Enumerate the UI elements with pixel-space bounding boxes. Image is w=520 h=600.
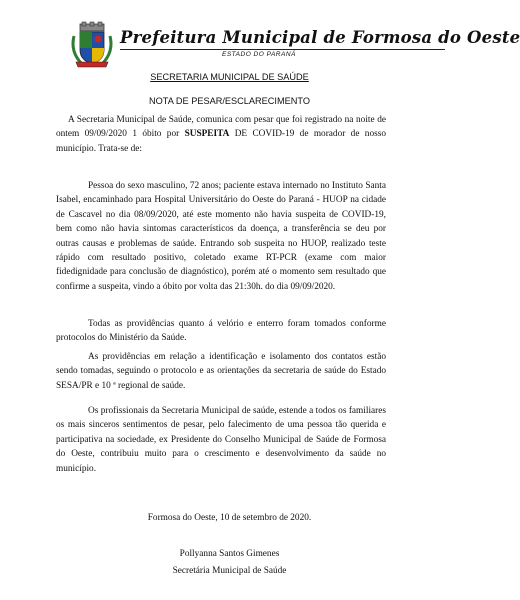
providencias-text: Todas as providências quanto á velório e enterro foram tomados conforme protocolos do Ministério da Saúde. bbox=[56, 319, 386, 344]
signatory-name: Pollyanna Santos Gimenes bbox=[179, 549, 280, 559]
intro-suspeita: SUSPEITA bbox=[184, 129, 230, 140]
isolamento-paragraph bbox=[56, 350, 386, 393]
providencias-paragraph bbox=[56, 317, 386, 346]
intro-text-end: DE COVID-19 de morador de nosso município. Trata-se de: bbox=[56, 129, 386, 154]
case-text: Pessoa do sexo masculino, 72 anos; paciente estava internado no Instituto Santa Isabel, encaminhado para Hospital Universitário do Oeste do Paraná - HUOP na cidade de Cascavel no dia 08/09/2020, até este momento não havia suspeita de COVID-19, bem como não havia sintomas característicos da doença, a transferência se deu por outras causas e problemas de saúde. Entrando sob suspeita no HUOP, realizado teste rápido com resultado positivo, coletado exame RT-PCR (exame com maior fidedignidade para conclusão de diagnóstico), porém até o momento sem resultado que confirme a suspeita, vindo a óbito por volta das 21:30h. do dia 09/09/2020. bbox=[56, 181, 386, 292]
intro-text-start: A Secretaria Municipal de Saúde, comunica com pesar que foi registrado na noite de ontem 09/09/2020 1 óbito por bbox=[56, 115, 386, 140]
signatory-role: Secretária Municipal de Saúde bbox=[172, 566, 287, 576]
isolamento-text: As providências em relação a identificação e isolamento dos contatos estão sendo tomadas, seguindo o protocolo e as orientações da secretaria de saúde do Estado SESA/PR e 10 ª regional de saúde. bbox=[56, 352, 386, 391]
note-title: NOTA DE PESAR/ESCLARECIMENTO bbox=[149, 96, 310, 106]
municipality-title: Prefeitura Municipal de Formosa do Oeste bbox=[120, 28, 520, 47]
intro-paragraph bbox=[56, 113, 386, 156]
case-paragraph bbox=[56, 179, 386, 294]
condolencias-paragraph bbox=[56, 404, 386, 476]
condolencias-text: Os profissionais da Secretaria Municipal de saúde, estende a todos os familiares os mais sinceros sentimentos de pesar, pelo falecimento de uma pessoa tão querida e participativa na sociedade, ex Presidente do Conselho Municipal de Saúde de Formosa do Oeste, contribuiu muito para o crescimento e desenvolvimento da saúde no município. bbox=[56, 406, 386, 474]
place-and-date: Formosa do Oeste, 10 de setembro de 2020. bbox=[147, 513, 312, 523]
state-subtitle: ESTADO DO PARANÁ bbox=[222, 51, 296, 58]
header-divider bbox=[120, 49, 445, 50]
municipal-crest-icon bbox=[70, 22, 114, 68]
department-heading: SECRETARIA MUNICIPAL DE SAÚDE bbox=[150, 72, 309, 82]
